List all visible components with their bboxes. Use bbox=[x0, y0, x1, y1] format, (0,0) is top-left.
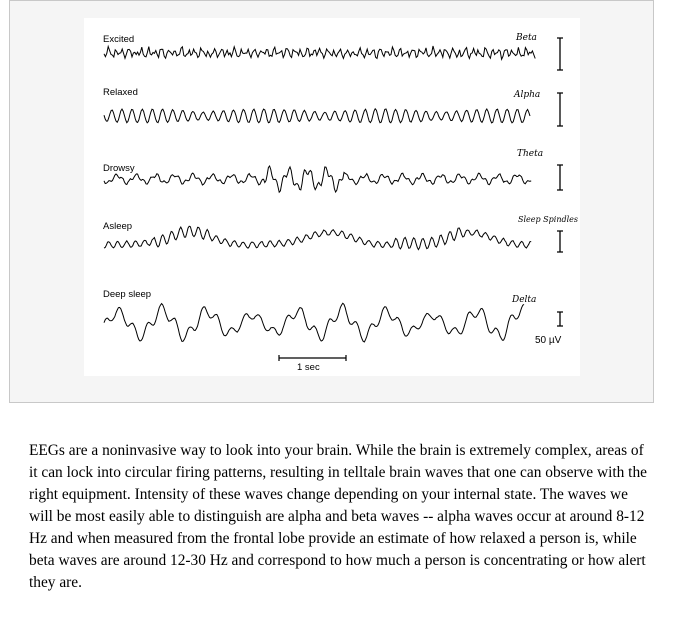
amplitude-scale-bars bbox=[557, 38, 563, 326]
amplitude-scale-label: 50 µV bbox=[535, 335, 562, 346]
state-label-excited: Excited bbox=[103, 34, 135, 45]
eeg-trace-relaxed bbox=[104, 109, 530, 123]
amplitude-bar-4 bbox=[557, 231, 563, 252]
wave-label-alpha: Alpha bbox=[514, 90, 541, 100]
time-scale-label: 1 sec bbox=[297, 362, 320, 373]
wave-label-sleep-spindles: Sleep Spindles bbox=[518, 215, 579, 224]
wave-label-beta: Beta bbox=[516, 33, 537, 43]
eeg-figure bbox=[84, 18, 580, 376]
time-scale-bar bbox=[279, 355, 346, 361]
wave-label-delta: Delta bbox=[512, 295, 537, 305]
eeg-trace-asleep bbox=[104, 226, 531, 249]
state-label-asleep: Asleep bbox=[103, 221, 133, 232]
amplitude-bar-5 bbox=[557, 312, 563, 326]
amplitude-bar-2 bbox=[557, 93, 563, 126]
amplitude-bar-1 bbox=[557, 38, 563, 70]
eeg-trace-deep-sleep bbox=[104, 303, 524, 342]
state-label-deep-sleep: Deep sleep bbox=[103, 289, 152, 300]
state-label-relaxed: Relaxed bbox=[103, 87, 138, 98]
eeg-traces-chart bbox=[84, 18, 580, 376]
wave-label-theta: Theta bbox=[517, 149, 544, 159]
eeg-trace-excited bbox=[104, 46, 535, 59]
state-label-drowsy: Drowsy bbox=[103, 163, 135, 174]
amplitude-bar-3 bbox=[557, 165, 563, 190]
eeg-trace-drowsy bbox=[104, 166, 531, 192]
description-paragraph: EEGs are a noninvasive way to look into your brain. While the brain is extremely complex, areas of it can lock into circular firing patterns, resulting in telltale brain waves that one can observe with the right equipment. Intensity of these waves change depending on your internal state. The waves we will be most easily able to distinguish are alpha and beta waves -- alpha waves occur at around 8-12 Hz and when measured from the frontal lobe provide an estimate of how relaxed a person is, while beta waves are around 12-30 Hz and correspond to how much a person is concentrating or how alert they are. bbox=[29, 442, 647, 591]
